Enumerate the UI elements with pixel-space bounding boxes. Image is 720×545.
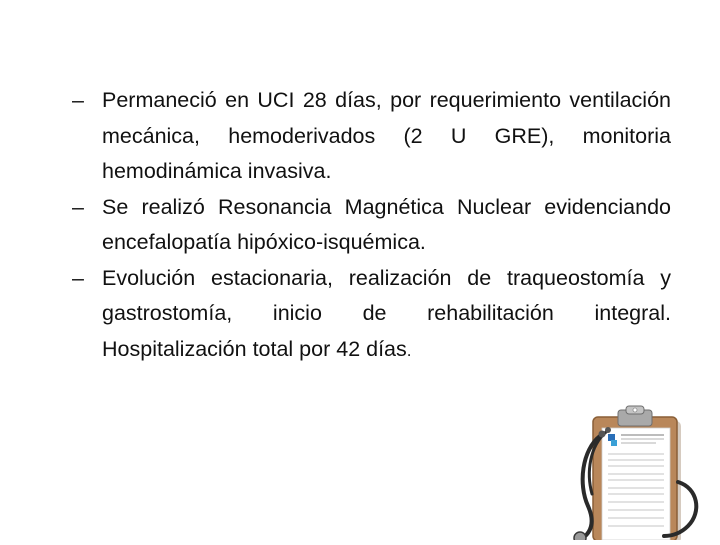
bullet-item bbox=[72, 83, 671, 190]
bullet-list bbox=[72, 83, 671, 368]
bullet-text: Se realizó Resonancia Magnética Nuclear evidenciando encefalopatía hipóxico-isquémica. bbox=[102, 194, 671, 254]
bullet-text-tail: . bbox=[406, 340, 412, 360]
bullet-dash: – bbox=[72, 265, 84, 290]
bullet-dash: – bbox=[72, 88, 84, 112]
clipboard-stethoscope-icon bbox=[560, 402, 710, 540]
bullet-text: Evolución estacionaria, realización de traqueostomía y gastrostomía, inicio de rehabilitación integral. Hospitalización total por 42 días bbox=[102, 265, 671, 361]
bullet-text: Permaneció en UCI 28 días, por requerimiento ventilación mecánica, hemoderivados (2 U GRE), monitoria hemodinámica invasiva. bbox=[102, 88, 671, 183]
bullet-dash: – bbox=[72, 194, 84, 219]
bullet-item bbox=[72, 261, 671, 369]
bullet-item bbox=[72, 190, 671, 261]
